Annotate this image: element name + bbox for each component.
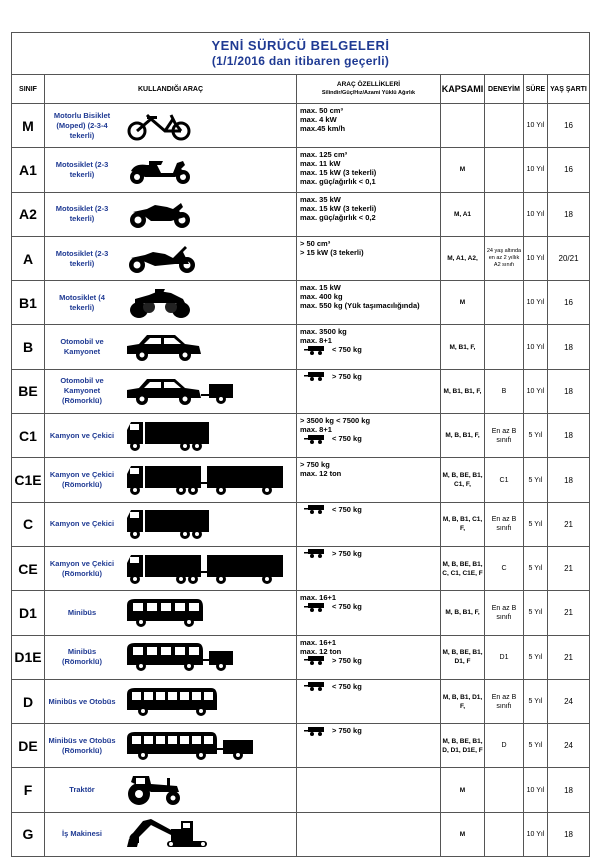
yas-sarti-value: 18 xyxy=(548,768,590,812)
yas-sarti-value: 18 xyxy=(548,414,590,458)
spec-line: max. 3500 kg xyxy=(300,327,347,337)
table-body xyxy=(12,104,590,857)
vehicle-name: Motosiklet (2-3 tekerli) xyxy=(55,159,109,179)
scooter-icon xyxy=(119,148,294,191)
header-arac-ozellikleri xyxy=(297,75,441,104)
trailer-icon xyxy=(304,505,326,514)
license-row-c1e xyxy=(12,458,590,502)
deneyim-value: C1 xyxy=(485,458,524,502)
vehicle-specs xyxy=(297,546,441,590)
deneyim-value xyxy=(485,192,524,236)
kapsami-value: M, B, BE, B1, C1, F, xyxy=(441,458,485,502)
vehicle-name: Kamyon ve Çekici xyxy=(49,519,115,529)
kapsami-value: M, B, B1, C1, F, xyxy=(441,502,485,546)
vehicle-cell xyxy=(45,502,297,546)
sure-value: 5 Yıl xyxy=(524,724,548,768)
trailer-spec-line xyxy=(300,549,440,559)
sure-value: 10 Yıl xyxy=(524,812,548,856)
license-class: DE xyxy=(12,724,45,768)
spec-line: max. 12 ton xyxy=(300,469,342,479)
trailer-icon xyxy=(304,346,326,355)
vehicle-specs xyxy=(297,148,441,192)
license-class: C1 xyxy=(12,414,45,458)
header-kullandigi-arac: KULLANDIĞI ARAÇ xyxy=(45,75,297,104)
car-trailer-icon xyxy=(119,370,294,413)
spec-line: max. 4 kW xyxy=(300,115,337,124)
spec-line: max. 15 kW xyxy=(300,283,341,293)
vehicle-cell xyxy=(45,724,297,768)
spec-line: max. 50 cm³ xyxy=(300,106,343,115)
license-class: M xyxy=(12,104,45,148)
spec-line: max. 12 ton xyxy=(300,646,342,656)
kapsami-value: M xyxy=(441,768,485,812)
license-class: B xyxy=(12,325,45,369)
sure-value: 10 Yıl xyxy=(524,369,548,413)
kapsami-value: M, A1 xyxy=(441,192,485,236)
truck-trailer-icon xyxy=(119,458,294,501)
kapsami-value xyxy=(441,104,485,148)
atv-icon xyxy=(119,281,294,324)
vehicle-name: Motosiklet (2-3 tekerli) xyxy=(55,248,109,268)
trailer-spec-line xyxy=(300,726,440,736)
license-class: B1 xyxy=(12,281,45,325)
kapsami-value: M xyxy=(441,812,485,856)
yas-sarti-value: 21 xyxy=(548,635,590,679)
title-line-2: (1/1/2016 dan itibaren geçerli) xyxy=(211,54,390,68)
vehicle-specs xyxy=(297,458,441,502)
license-row-c xyxy=(12,502,590,546)
minibus-icon xyxy=(119,591,294,634)
vehicle-cell xyxy=(45,369,297,413)
vehicle-specs xyxy=(297,236,441,280)
vehicle-cell xyxy=(45,635,297,679)
sure-value: 5 Yıl xyxy=(524,546,548,590)
vehicle-specs xyxy=(297,768,441,812)
excavator-icon xyxy=(119,813,294,856)
license-class: C1E xyxy=(12,458,45,502)
trailer-spec-line xyxy=(300,656,440,666)
trailer-spec-line xyxy=(300,602,440,612)
kapsami-value: M xyxy=(441,148,485,192)
deneyim-value xyxy=(485,281,524,325)
spec-line: > 3500 kg < 7500 kg xyxy=(300,416,371,426)
deneyim-value: En az B sınıfı xyxy=(485,414,524,458)
vehicle-name: Motorlu Bisiklet (Moped) (2-3-4 tekerli) xyxy=(53,110,111,140)
trailer-spec-line xyxy=(300,434,440,444)
sure-value: 10 Yıl xyxy=(524,192,548,236)
vehicle-cell xyxy=(45,768,297,812)
vehicle-specs xyxy=(297,369,441,413)
deneyim-value: D1 xyxy=(485,635,524,679)
chopper-icon xyxy=(119,237,294,280)
spec-line: max. 15 kW (3 tekerli) xyxy=(300,168,377,178)
spec-line: max. güç/ağırlık < 0,2 xyxy=(300,212,376,222)
deneyim-value xyxy=(485,768,524,812)
kapsami-value: M, B, BE, B1, C, C1, C1E, F xyxy=(441,546,485,590)
trailer-spec-text: > 750 kg xyxy=(332,726,362,736)
sure-value: 5 Yıl xyxy=(524,502,548,546)
license-class: D xyxy=(12,679,45,723)
yas-sarti-value: 18 xyxy=(548,369,590,413)
trailer-spec-text: < 750 kg xyxy=(332,434,362,444)
trailer-spec-text: > 750 kg xyxy=(332,548,362,558)
sure-value: 5 Yıl xyxy=(524,414,548,458)
vehicle-name: Traktör xyxy=(69,785,95,795)
vehicle-cell xyxy=(45,812,297,856)
vehicle-specs xyxy=(297,812,441,856)
spec-line: > 50 cm³ xyxy=(300,238,331,248)
license-class: A xyxy=(12,236,45,280)
spec-line: > 750 kg xyxy=(300,460,330,470)
vehicle-name: Motosiklet (4 tekerli) xyxy=(59,292,105,312)
yas-sarti-value: 16 xyxy=(548,148,590,192)
deneyim-value xyxy=(485,104,524,148)
license-class: D1 xyxy=(12,591,45,635)
vehicle-name: Minibüs ve Otobüs (Römorklü) xyxy=(48,735,116,755)
yas-sarti-value: 21 xyxy=(548,546,590,590)
spec-line: max. 16+1 xyxy=(300,637,337,647)
license-row-d1e xyxy=(12,635,590,679)
vehicle-specs xyxy=(297,104,441,148)
spec-line: max. güç/ağırlık < 0,1 xyxy=(300,177,376,187)
license-row-de xyxy=(12,724,590,768)
deneyim-value xyxy=(485,325,524,369)
deneyim-value: B xyxy=(485,369,524,413)
deneyim-value: D xyxy=(485,724,524,768)
kapsami-value: M, B, B1, D1, F, xyxy=(441,679,485,723)
vehicle-name: Minibüs xyxy=(67,607,97,617)
spec-line: max. 125 cm³ xyxy=(300,150,348,160)
deneyim-value: C xyxy=(485,546,524,590)
spec-line: max. 15 kW (3 tekerli) xyxy=(300,203,377,213)
trailer-spec-text: > 750 kg xyxy=(332,371,362,381)
car-icon xyxy=(119,325,294,368)
yas-sarti-value: 18 xyxy=(548,325,590,369)
truck-icon xyxy=(119,414,294,457)
trailer-icon xyxy=(304,549,326,558)
license-row-ce xyxy=(12,546,590,590)
vehicle-name: Motosiklet (2-3 tekerli) xyxy=(55,204,109,224)
trailer-spec-line xyxy=(300,372,440,382)
vehicle-name: Minibüs ve Otobüs xyxy=(48,696,116,706)
truck-trailer-icon xyxy=(119,547,294,590)
sure-value: 5 Yıl xyxy=(524,679,548,723)
deneyim-value: 24 yaş altında en az 2 yıllık A2 sınıfı xyxy=(485,236,524,280)
yas-sarti-value: 18 xyxy=(548,812,590,856)
vehicle-specs xyxy=(297,635,441,679)
header-arac-ozellikleri-sub: Silindir/Güç/Hız/Azami Yüklü Ağırlık xyxy=(321,90,416,96)
license-class: G xyxy=(12,812,45,856)
table-header-row xyxy=(12,75,590,104)
license-row-b1 xyxy=(12,281,590,325)
moped-icon xyxy=(119,104,294,147)
vehicle-cell xyxy=(45,236,297,280)
sure-value: 5 Yıl xyxy=(524,458,548,502)
sure-value: 5 Yıl xyxy=(524,591,548,635)
license-class: A2 xyxy=(12,192,45,236)
deneyim-value xyxy=(485,148,524,192)
license-row-b xyxy=(12,325,590,369)
trailer-icon xyxy=(304,656,326,665)
sure-value: 5 Yıl xyxy=(524,635,548,679)
vehicle-cell xyxy=(45,192,297,236)
yas-sarti-value: 24 xyxy=(548,724,590,768)
vehicle-specs xyxy=(297,325,441,369)
trailer-icon xyxy=(304,372,326,381)
vehicle-name: Kamyon ve Çekici (Römorklü) xyxy=(49,470,115,490)
yas-sarti-value: 18 xyxy=(548,458,590,502)
spec-line: max. 400 kg xyxy=(300,292,343,302)
yas-sarti-value: 24 xyxy=(548,679,590,723)
yas-sarti-value: 18 xyxy=(548,192,590,236)
yas-sarti-value: 16 xyxy=(548,281,590,325)
deneyim-value xyxy=(485,812,524,856)
yas-sarti-value: 16 xyxy=(548,104,590,148)
header-sinif: SINIF xyxy=(12,75,45,104)
license-class: BE xyxy=(12,369,45,413)
header-sure: SÜRE xyxy=(524,75,548,104)
vehicle-name: Otomobil ve Kamyonet (Römorklü) xyxy=(60,376,104,406)
spec-line: max. 35 kW xyxy=(300,194,341,204)
trailer-spec-line xyxy=(300,345,440,355)
vehicle-cell xyxy=(45,546,297,590)
license-row-m xyxy=(12,104,590,148)
kapsami-value: M, B1, F, xyxy=(441,325,485,369)
motorcycle-icon xyxy=(119,193,294,236)
vehicle-specs xyxy=(297,192,441,236)
spec-line: max. 550 kg (Yük taşımacılığında) xyxy=(300,301,420,311)
trailer-icon xyxy=(304,435,326,444)
license-class: C xyxy=(12,502,45,546)
license-row-g xyxy=(12,812,590,856)
license-class: F xyxy=(12,768,45,812)
license-row-a2 xyxy=(12,192,590,236)
vehicle-cell xyxy=(45,679,297,723)
sure-value: 10 Yıl xyxy=(524,768,548,812)
vehicle-name: Minibüs (Römorklü) xyxy=(62,647,102,667)
license-class: CE xyxy=(12,546,45,590)
vehicle-cell xyxy=(45,458,297,502)
license-row-d1 xyxy=(12,591,590,635)
title-line-1: YENİ SÜRÜCÜ BELGELERİ xyxy=(211,38,390,53)
kapsami-value: M, B, BE, B1, D1, F xyxy=(441,635,485,679)
sure-value: 10 Yıl xyxy=(524,104,548,148)
bus-trailer-icon xyxy=(119,724,294,767)
spec-line: max. 11 kW xyxy=(300,159,341,169)
vehicle-specs xyxy=(297,591,441,635)
license-row-a1 xyxy=(12,148,590,192)
trailer-spec-text: < 750 kg xyxy=(332,602,362,612)
yas-sarti-value: 20/21 xyxy=(548,236,590,280)
license-row-be xyxy=(12,369,590,413)
sure-value: 10 Yıl xyxy=(524,148,548,192)
trailer-spec-text: < 750 kg xyxy=(332,681,362,691)
vehicle-specs xyxy=(297,281,441,325)
kapsami-value: M, B, B1, F, xyxy=(441,414,485,458)
bus-icon xyxy=(119,680,294,723)
vehicle-name: İş Makinesi xyxy=(61,829,103,839)
vehicle-specs xyxy=(297,502,441,546)
minibus-trailer-icon xyxy=(119,636,294,679)
yas-sarti-value: 21 xyxy=(548,591,590,635)
vehicle-name: Kamyon ve Çekici (Römorklü) xyxy=(49,558,115,578)
yas-sarti-value: 21 xyxy=(548,502,590,546)
vehicle-name: Kamyon ve Çekici xyxy=(49,430,115,440)
vehicle-cell xyxy=(45,148,297,192)
trailer-icon xyxy=(304,682,326,691)
license-row-f xyxy=(12,768,590,812)
trailer-spec-text: > 750 kg xyxy=(332,655,362,665)
truck-icon xyxy=(119,503,294,546)
kapsami-value: M xyxy=(441,281,485,325)
document-title xyxy=(12,33,590,75)
kapsami-value: M, B, BE, B1, D, D1, D1E, F xyxy=(441,724,485,768)
vehicle-cell xyxy=(45,104,297,148)
license-row-d xyxy=(12,679,590,723)
vehicle-specs xyxy=(297,414,441,458)
header-kapsami: KAPSAMI xyxy=(441,75,485,104)
trailer-spec-line xyxy=(300,682,440,692)
trailer-spec-line xyxy=(300,505,440,515)
sure-value: 10 Yıl xyxy=(524,325,548,369)
deneyim-value: En az B sınıfı xyxy=(485,502,524,546)
spec-line: max.45 km/h xyxy=(300,124,346,133)
trailer-icon xyxy=(304,603,326,612)
vehicle-specs xyxy=(297,724,441,768)
spec-line: max. 16+1 xyxy=(300,593,337,603)
vehicle-cell xyxy=(45,325,297,369)
vehicle-cell xyxy=(45,414,297,458)
license-class: A1 xyxy=(12,148,45,192)
trailer-spec-text: < 750 kg xyxy=(332,504,362,514)
spec-line: max. 8+1 xyxy=(300,336,332,346)
spec-line: > 15 kW (3 tekerli) xyxy=(300,247,364,257)
kapsami-value: M, B, B1, F, xyxy=(441,591,485,635)
license-row-a xyxy=(12,236,590,280)
vehicle-cell xyxy=(45,591,297,635)
trailer-icon xyxy=(304,727,326,736)
spec-line: max. 8+1 xyxy=(300,425,332,435)
kapsami-value: M, A1, A2, xyxy=(441,236,485,280)
sure-value: 10 Yıl xyxy=(524,236,548,280)
kapsami-value: M, B1, B1, F, xyxy=(441,369,485,413)
tractor-icon xyxy=(119,768,294,811)
deneyim-value: En az B sınıfı xyxy=(485,591,524,635)
license-classes-table xyxy=(11,32,590,857)
header-yas-sarti: YAŞ ŞARTI xyxy=(548,75,590,104)
sure-value: 10 Yıl xyxy=(524,281,548,325)
header-deneyim: DENEYİM xyxy=(485,75,524,104)
trailer-spec-text: < 750 kg xyxy=(332,345,362,355)
license-class: D1E xyxy=(12,635,45,679)
header-arac-ozellikleri-title: ARAÇ ÖZELLİKLERİ xyxy=(336,81,401,88)
license-row-c1 xyxy=(12,414,590,458)
vehicle-name: Otomobil ve Kamyonet xyxy=(60,337,104,357)
deneyim-value: En az B sınıfı xyxy=(485,679,524,723)
vehicle-cell xyxy=(45,281,297,325)
vehicle-specs xyxy=(297,679,441,723)
